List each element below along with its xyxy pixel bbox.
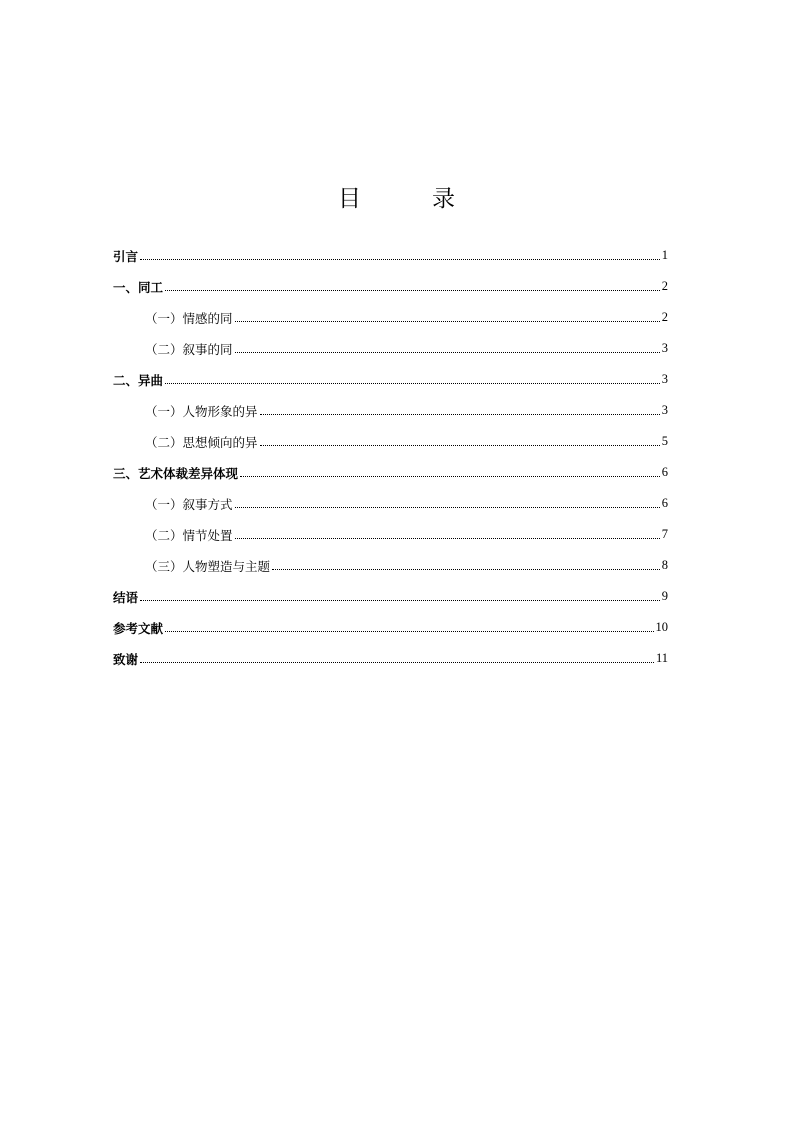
toc-entry-label: 一、同工 (113, 279, 164, 295)
toc-entry-label: 结语 (113, 589, 139, 605)
toc-entry-page: 6 (661, 465, 668, 479)
table-of-contents (113, 240, 668, 674)
toc-entry-page: 2 (661, 279, 668, 293)
dot-leader (235, 537, 660, 539)
page-title: 目 录 (338, 186, 479, 212)
toc-entry-label: （三）人物塑造与主题 (145, 558, 271, 574)
toc-entry-page: 9 (661, 589, 668, 603)
toc-entry-section-1-1[interactable] (113, 302, 668, 333)
toc-entry-page: 3 (661, 341, 668, 355)
toc-entry-section-1-2[interactable] (113, 333, 668, 364)
toc-entry-label: （二）思想倾向的异 (145, 434, 258, 450)
toc-entry-section-2-1[interactable] (113, 395, 668, 426)
toc-entry-section-1[interactable] (113, 271, 668, 302)
toc-entry-section-3-3[interactable] (113, 550, 668, 581)
dot-leader (272, 568, 660, 570)
toc-entry-page: 6 (661, 496, 668, 510)
toc-entry-references[interactable] (113, 612, 668, 643)
dot-leader (140, 258, 660, 260)
toc-entry-label: 二、异曲 (113, 372, 164, 388)
toc-entry-section-3-1[interactable] (113, 488, 668, 519)
toc-entry-label: （二）叙事的同 (145, 341, 233, 357)
toc-entry-acknowledgements[interactable] (113, 643, 668, 674)
toc-entry-label: 三、艺术体裁差异体现 (113, 465, 239, 481)
toc-entry-label: 引言 (113, 248, 139, 264)
toc-entry-label: （一）叙事方式 (145, 496, 233, 512)
dot-leader (140, 599, 660, 601)
dot-leader (165, 630, 653, 632)
dot-leader (165, 382, 660, 384)
toc-entry-page: 1 (661, 248, 668, 262)
toc-entry-page: 2 (661, 310, 668, 324)
dot-leader (235, 320, 660, 322)
toc-entry-page: 8 (661, 558, 668, 572)
toc-entry-label: （二）情节处置 (145, 527, 233, 543)
toc-entry-page: 10 (655, 620, 668, 634)
toc-entry-conclusion[interactable] (113, 581, 668, 612)
toc-entry-section-3[interactable] (113, 457, 668, 488)
toc-entry-page: 3 (661, 372, 668, 386)
toc-entry-page: 11 (655, 651, 668, 665)
dot-leader (165, 289, 660, 291)
dot-leader (260, 413, 660, 415)
toc-entry-label: （一）情感的同 (145, 310, 233, 326)
dot-leader (235, 351, 660, 353)
toc-entry-label: 参考文献 (113, 620, 164, 636)
toc-entry-label: （一）人物形象的异 (145, 403, 258, 419)
toc-entry-page: 3 (661, 403, 668, 417)
dot-leader (235, 506, 660, 508)
toc-entry-introduction[interactable] (113, 240, 668, 271)
toc-entry-section-2-2[interactable] (113, 426, 668, 457)
dot-leader (240, 475, 660, 477)
toc-entry-page: 7 (661, 527, 668, 541)
dot-leader (260, 444, 660, 446)
toc-entry-section-2[interactable] (113, 364, 668, 395)
dot-leader (140, 661, 654, 663)
toc-entry-section-3-2[interactable] (113, 519, 668, 550)
toc-entry-label: 致谢 (113, 651, 139, 667)
toc-entry-page: 5 (661, 434, 668, 448)
